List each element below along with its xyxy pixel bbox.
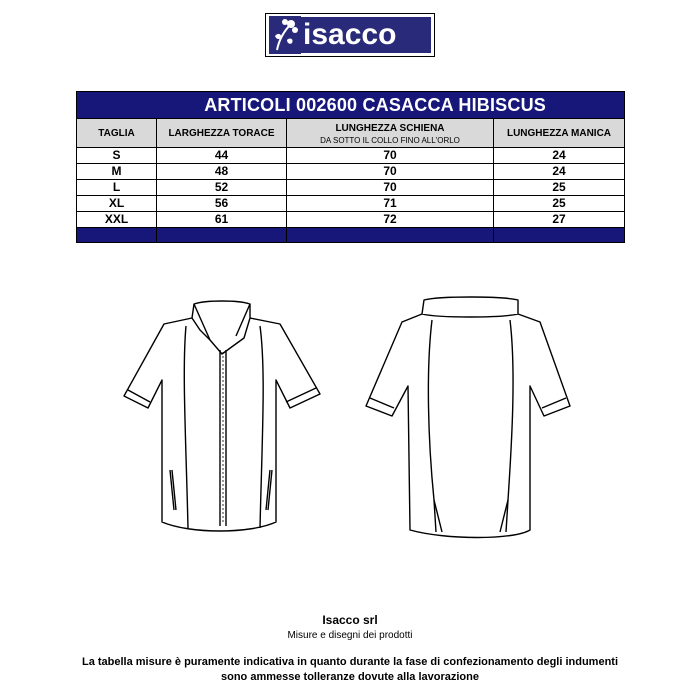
table-row (77, 212, 625, 228)
disclaimer (0, 655, 700, 685)
table-title-row (77, 92, 625, 119)
size-table (76, 91, 625, 243)
back-cell: 70 (287, 148, 494, 164)
back-cell: 70 (287, 180, 494, 196)
table-row (77, 196, 625, 212)
header-lunghezza-schiena-note: DA SOTTO IL COLLO FINO ALL'ORLO (320, 135, 460, 145)
header-taglia: TAGLIA (77, 119, 157, 148)
back-view-drawing (366, 297, 570, 538)
header-larghezza-torace: LARGHEZZA TORACE (157, 119, 287, 148)
flower-emblem-icon (269, 16, 301, 54)
company-name: Isacco srl (322, 613, 378, 627)
table-row (77, 148, 625, 164)
table-row (77, 164, 625, 180)
header-lunghezza-schiena (287, 119, 494, 148)
sleeve-cell: 24 (494, 148, 625, 164)
disclaimer-line-2: sono ammesse tolleranze dovute alla lavorazione (221, 671, 479, 683)
logo-badge (269, 17, 431, 53)
table-row (77, 180, 625, 196)
header-lunghezza-schiena-label: LUNGHEZZA SCHIENA (335, 122, 445, 134)
isacco-logo (265, 13, 435, 57)
brand-name: isacco (303, 18, 397, 51)
header-lunghezza-manica: LUNGHEZZA MANICA (494, 119, 625, 148)
chest-cell: 56 (157, 196, 287, 212)
sleeve-cell: 24 (494, 164, 625, 180)
size-cell: XL (77, 196, 157, 212)
table-header-row (77, 119, 625, 148)
sleeve-cell: 25 (494, 180, 625, 196)
size-cell: XXL (77, 212, 157, 228)
chest-cell: 48 (157, 164, 287, 180)
size-cell: M (77, 164, 157, 180)
disclaimer-line-1: La tabella misure è puramente indicativa in quanto durante la fase di confezionamento degli indumenti (81, 656, 619, 668)
back-cell: 71 (287, 196, 494, 212)
size-cell: S (77, 148, 157, 164)
back-cell: 72 (287, 212, 494, 228)
back-cell: 70 (287, 164, 494, 180)
front-view-drawing (124, 301, 320, 531)
chest-cell: 44 (157, 148, 287, 164)
table-title: ARTICOLI 002600 CASACCA HIBISCUS (77, 92, 625, 119)
size-cell: L (77, 180, 157, 196)
chest-cell: 52 (157, 180, 287, 196)
sleeve-cell: 27 (494, 212, 625, 228)
document-subtitle: Misure e disegni dei prodotti (287, 630, 413, 641)
chest-cell: 61 (157, 212, 287, 228)
sleeve-cell: 25 (494, 196, 625, 212)
garment-illustrations (110, 290, 590, 560)
table-footer-row (77, 228, 625, 243)
